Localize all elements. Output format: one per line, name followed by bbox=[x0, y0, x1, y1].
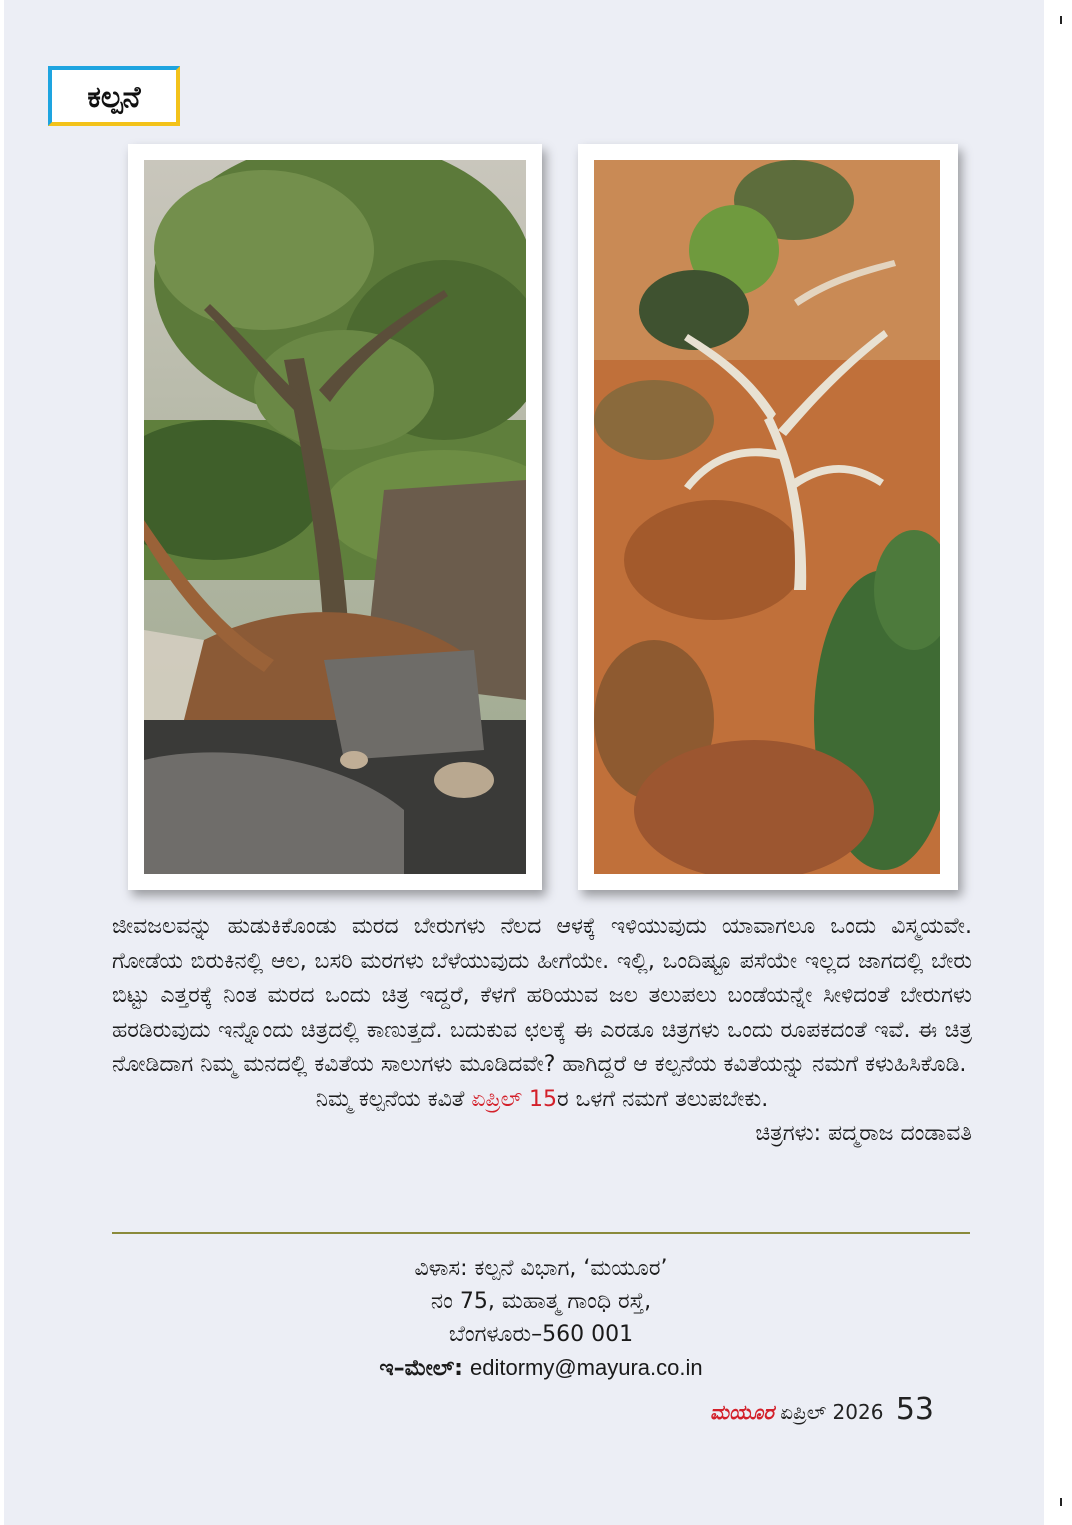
photo-left-frame bbox=[128, 144, 542, 890]
body-text bbox=[112, 910, 972, 1152]
dry-hillside-tree-photo bbox=[594, 160, 940, 874]
brand-logo: ಮಯೂರ bbox=[710, 1400, 774, 1424]
photo-right-frame bbox=[578, 144, 958, 890]
address-line-3: ಬೆಂಗಳೂರು–560 001 bbox=[448, 1322, 634, 1347]
address-line-1: ವಿಳಾಸ: ಕಲ್ಪನೆ ವಿಭಾಗ, ‘ಮಯೂರ’ bbox=[414, 1256, 668, 1281]
magazine-page bbox=[4, 0, 1044, 1525]
address-line-2: ನಂ 75, ಮಹಾತ್ಮ ಗಾಂಧಿ ರಸ್ತೆ, bbox=[430, 1289, 652, 1314]
email-address[interactable]: editormy@mayura.co.in bbox=[469, 1355, 703, 1380]
crop-mark-top-right bbox=[1060, 16, 1062, 24]
email-label: ಇ–ಮೇಲ್: bbox=[379, 1356, 463, 1381]
address-block bbox=[112, 1252, 970, 1385]
issue-date: ಏಪ್ರಿಲ್ 2026 bbox=[780, 1400, 884, 1424]
crop-mark-bottom-right bbox=[1060, 1498, 1062, 1506]
body-paragraph: ಜೀವಜಲವನ್ನು ಹುಡುಕಿಕೊಂಡು ಮರದ ಬೇರುಗಳು ನೆಲದ ಆಳಕ್ಕೆ ಇಳಿಯುವುದು ಯಾವಾಗಲೂ ಒಂದು ವಿಸ್ಮಯವೇ. ಗೋಡೆಯ ಬಿರುಕಿನಲ್ಲಿ ಆಲ, ಬಸರಿ ಮರಗಳು ಬೆಳೆಯುವುದು ಹೀಗೆಯೇ. ಇಲ್ಲಿ, ಒಂದಿಷ್ಟೂ ಪಸೆಯೇ ಇಲ್ಲದ ಜಾಗದಲ್ಲಿ ಬೇರು ಬಿಟ್ಟು ಎತ್ತರಕ್ಕೆ ನಿಂತ ಮರದ ಒಂದು ಚಿತ್ರ ಇದ್ದರೆ, ಕೆಳಗೆ ಹರಿಯುವ ಜಲ ತಲುಪಲು ಬಂಡೆಯನ್ನೇ ಸೀಳಿದಂತೆ ಬೇರುಗಳು ಹರಡಿರುವುದು ಇನ್ನೊಂದು ಚಿತ್ರದಲ್ಲಿ ಕಾಣುತ್ತದೆ. ಬದುಕುವ ಛಲಕ್ಕೆ ಈ ಎರಡೂ ಚಿತ್ರಗಳು ಒಂದು ರೂಪಕದಂತೆ ಇವೆ. ಈ ಚಿತ್ರ ನೋಡಿದಾಗ ನಿಮ್ಮ ಮನದಲ್ಲಿ ಕವಿತೆಯ ಸಾಲುಗಳು ಮೂಡಿದವೇ? ಹಾಗಿದ್ದರೆ ಆ ಕಲ್ಪನೆಯ ಕವಿತೆಯನ್ನು ನಮಗೆ ಕಳುಹಿಸಿಕೊಡಿ. bbox=[112, 914, 972, 1077]
deadline-suffix: ರ ಒಳಗೆ ನಮಗೆ ತಲುಪಬೇಕು. bbox=[557, 1086, 769, 1112]
section-tag bbox=[48, 66, 180, 126]
deadline-date: ಏಪ್ರಿಲ್ 15 bbox=[471, 1086, 557, 1112]
page-footer bbox=[710, 1392, 934, 1427]
deadline-line bbox=[112, 1083, 972, 1118]
photo-credit: ಚಿತ್ರಗಳು: ಪದ್ಮರಾಜ ದಂಡಾವತಿ bbox=[755, 1121, 972, 1146]
section-title: ಕಲ್ಪನೆ bbox=[87, 80, 141, 115]
tree-roots-on-rock-photo bbox=[144, 160, 526, 874]
page-number: 53 bbox=[895, 1392, 934, 1427]
email-line bbox=[112, 1351, 970, 1385]
deadline-prefix: ನಿಮ್ಮ ಕಲ್ಪನೆಯ ಕವಿತೆ bbox=[315, 1086, 465, 1112]
divider-rule bbox=[112, 1232, 970, 1234]
